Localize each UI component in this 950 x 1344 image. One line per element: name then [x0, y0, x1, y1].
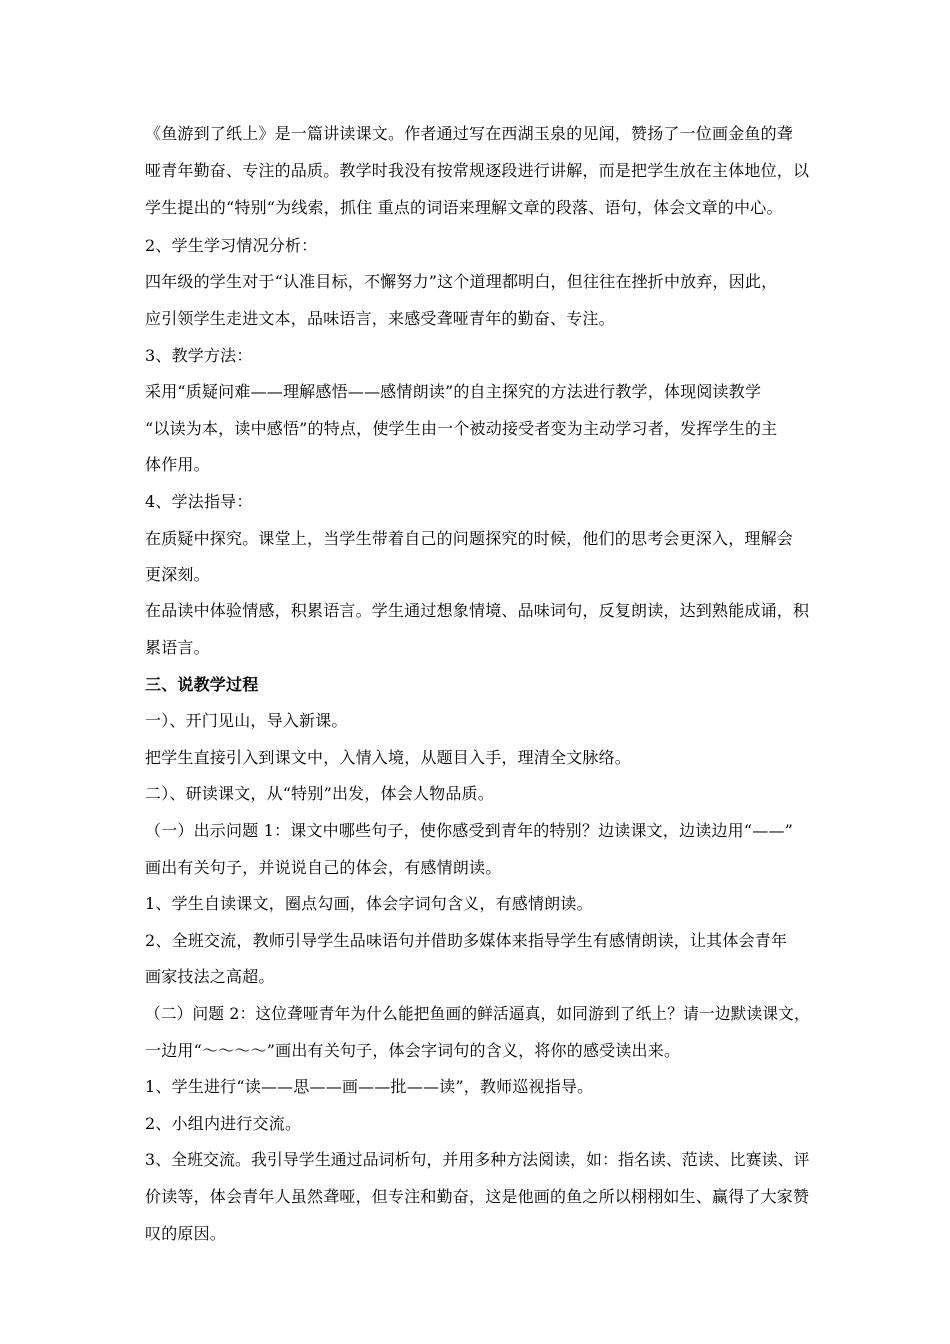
- paragraph-line: 在品读中体验情感，积累语言。学生通过想象情境、品味词句，反复朗读，达到熟能成诵，积: [145, 601, 810, 620]
- paragraph-line: （一）出示问题 1：课文中哪些句子，使你感受到青年的特别？边读课文，边读边用“——”: [145, 821, 794, 840]
- paragraph-line: 在质疑中探究。课堂上，当学生带着自己的问题探究的时候，他们的思考会更深入，理解会: [145, 529, 794, 548]
- section-heading: 4、学法指导：: [145, 492, 253, 511]
- paragraph-line: 四年级的学生对于“认准目标，不懈努力”这个道理都明白，但往往在挫折中放弃，因此，: [145, 272, 778, 291]
- paragraph-line: 画家技法之高超。: [145, 967, 275, 986]
- section-heading: 3、教学方法：: [145, 346, 253, 365]
- paragraph-line: 《鱼游到了纸上》是一篇讲读课文。作者通过写在西湖玉泉的见闻，赞扬了一位画金鱼的聋: [145, 124, 794, 143]
- list-item: 2、小组内进行交流。: [145, 1114, 302, 1133]
- list-item: 1、学生自读课文，圈点勾画，体会字词句含义，有感情朗读。: [145, 894, 593, 913]
- paragraph-line: “以读为本，读中感悟”的特点，使学生由一个被动接受者变为主动学习者，发挥学生的主: [145, 419, 778, 438]
- paragraph-line: 一边用“～～～～”画出有关句子，体会字词句的含义，将你的感受读出来。: [145, 1041, 681, 1060]
- subheading: 一）、开门见山，导入新课。: [145, 711, 348, 730]
- paragraph-line: 哑青年勤奋、专注的品质。教学时我没有按常规逐段进行讲解，而是把学生放在主体地位，以: [145, 161, 810, 180]
- paragraph-line: （二）问题 2：这位聋哑青年为什么能把鱼画的鲜活逼真，如同游到了纸上？请一边默读课文，: [145, 1004, 810, 1023]
- major-heading: 三、说教学过程: [145, 675, 259, 694]
- paragraph-line: 累语言。: [145, 638, 210, 657]
- section-heading: 2、学生学习情况分析：: [145, 236, 318, 255]
- paragraph-line: 叹的原因。: [145, 1224, 227, 1243]
- paragraph-line: 画出有关句子，并说说自己的体会，有感情朗读。: [145, 858, 502, 877]
- paragraph-line: 体作用。: [145, 455, 210, 474]
- paragraph-line: 采用“质疑问难——理解感悟——感情朗读”的自主探究的方法进行教学，体现阅读教学: [145, 382, 762, 401]
- list-item: 3、全班交流。我引导学生通过品词析句，并用多种方法阅读，如：指名读、范读、比赛读、评: [145, 1150, 810, 1169]
- list-item: 1、学生进行“读——思——画——批——读”，教师巡视指导。: [145, 1077, 594, 1096]
- list-item: 2、全班交流，教师引导学生品味语句并借助多媒体来指导学生有感情朗读，让其体会青年: [145, 931, 788, 950]
- subheading: 二）、研读课文，从“特别”出发，体会人物品质。: [145, 784, 494, 803]
- paragraph-line: 把学生直接引入到课文中，入情入境，从题目入手，理清全文脉络。: [145, 748, 632, 767]
- paragraph-line: 价读等，体会青年人虽然聋哑，但专注和勤奋，这是他画的鱼之所以栩栩如生、赢得了大家赞: [145, 1187, 810, 1206]
- paragraph-line: 应引领学生走进文本，品味语言，来感受聋哑青年的勤奋、专注。: [145, 309, 615, 328]
- paragraph-line: 更深刻。: [145, 565, 210, 584]
- paragraph-line: 学生提出的“特别“为线索，抓住 重点的词语来理解文章的段落、语句，体会文章的中心。: [145, 198, 783, 217]
